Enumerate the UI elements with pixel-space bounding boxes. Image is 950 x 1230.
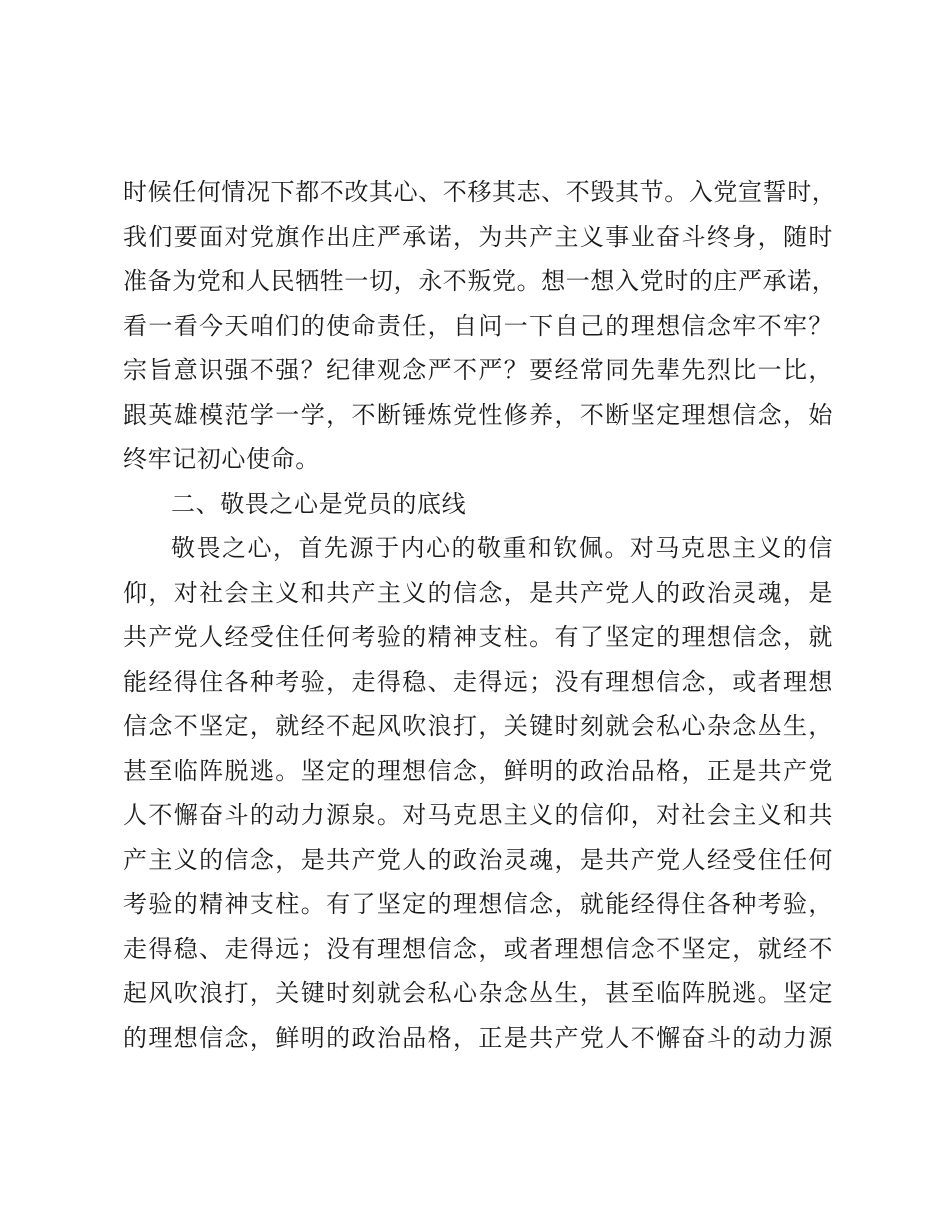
paragraph-line: 终牢记初心使命。 <box>123 445 320 473</box>
paragraph-line: 考验的精神支柱。有了坚定的理想信念，就能经得住各种考验， <box>123 890 833 918</box>
paragraph-line: 准备为党和人民牺牲一切，永不叛党。想一想入党时的庄严承诺， <box>123 267 837 295</box>
paragraph-line: 能经得住各种考验，走得稳、走得远；没有理想信念，或者理想 <box>123 667 833 696</box>
paragraph-line: 甚至临阵脱逃。坚定的理想信念，鲜明的政治品格，正是共产党 <box>123 756 833 785</box>
section-heading: 二、敬畏之心是党员的底线 <box>171 489 467 518</box>
paragraph-line: 时候任何情况下都不改其心、不移其志、不毁其节。入党宣誓时， <box>123 178 837 206</box>
paragraph-line: 看一看今天咱们的使命责任，自问一下自己的理想信念牢不牢？ <box>123 311 833 340</box>
paragraph-line: 的理想信念，鲜明的政治品格，正是共产党人不懈奋斗的动力源 <box>123 1023 833 1052</box>
paragraph-line: 敬畏之心，首先源于内心的敬重和钦佩。对马克思主义的信 <box>171 534 833 562</box>
paragraph-line: 人不懈奋斗的动力源泉。对马克思主义的信仰，对社会主义和共 <box>123 801 833 829</box>
paragraph-line: 宗旨意识强不强？纪律观念严不严？要经常同先辈先烈比一比， <box>123 356 833 384</box>
paragraph-line: 起风吹浪打，关键时刻就会私心杂念丛生，甚至临阵脱逃。坚定 <box>123 979 833 1007</box>
paragraph-line: 仰，对社会主义和共产主义的信念，是共产党人的政治灵魂，是 <box>123 578 833 607</box>
paragraph-line: 产主义的信念，是共产党人的政治灵魂，是共产党人经受住任何 <box>123 845 833 874</box>
paragraph-line: 共产党人经受住任何考验的精神支柱。有了坚定的理想信念，就 <box>123 623 833 651</box>
paragraph-line: 我们要面对党旗作出庄严承诺，为共产主义事业奋斗终身，随时 <box>123 222 833 251</box>
paragraph-line: 跟英雄模范学一学，不断锤炼党性修养，不断坚定理想信念，始 <box>123 400 833 429</box>
paragraph-line: 信念不坚定，就经不起风吹浪打，关键时刻就会私心杂念丛生， <box>123 712 833 740</box>
paragraph-line: 走得稳、走得远；没有理想信念，或者理想信念不坚定，就经不 <box>123 934 833 963</box>
document-body <box>123 170 837 1060</box>
